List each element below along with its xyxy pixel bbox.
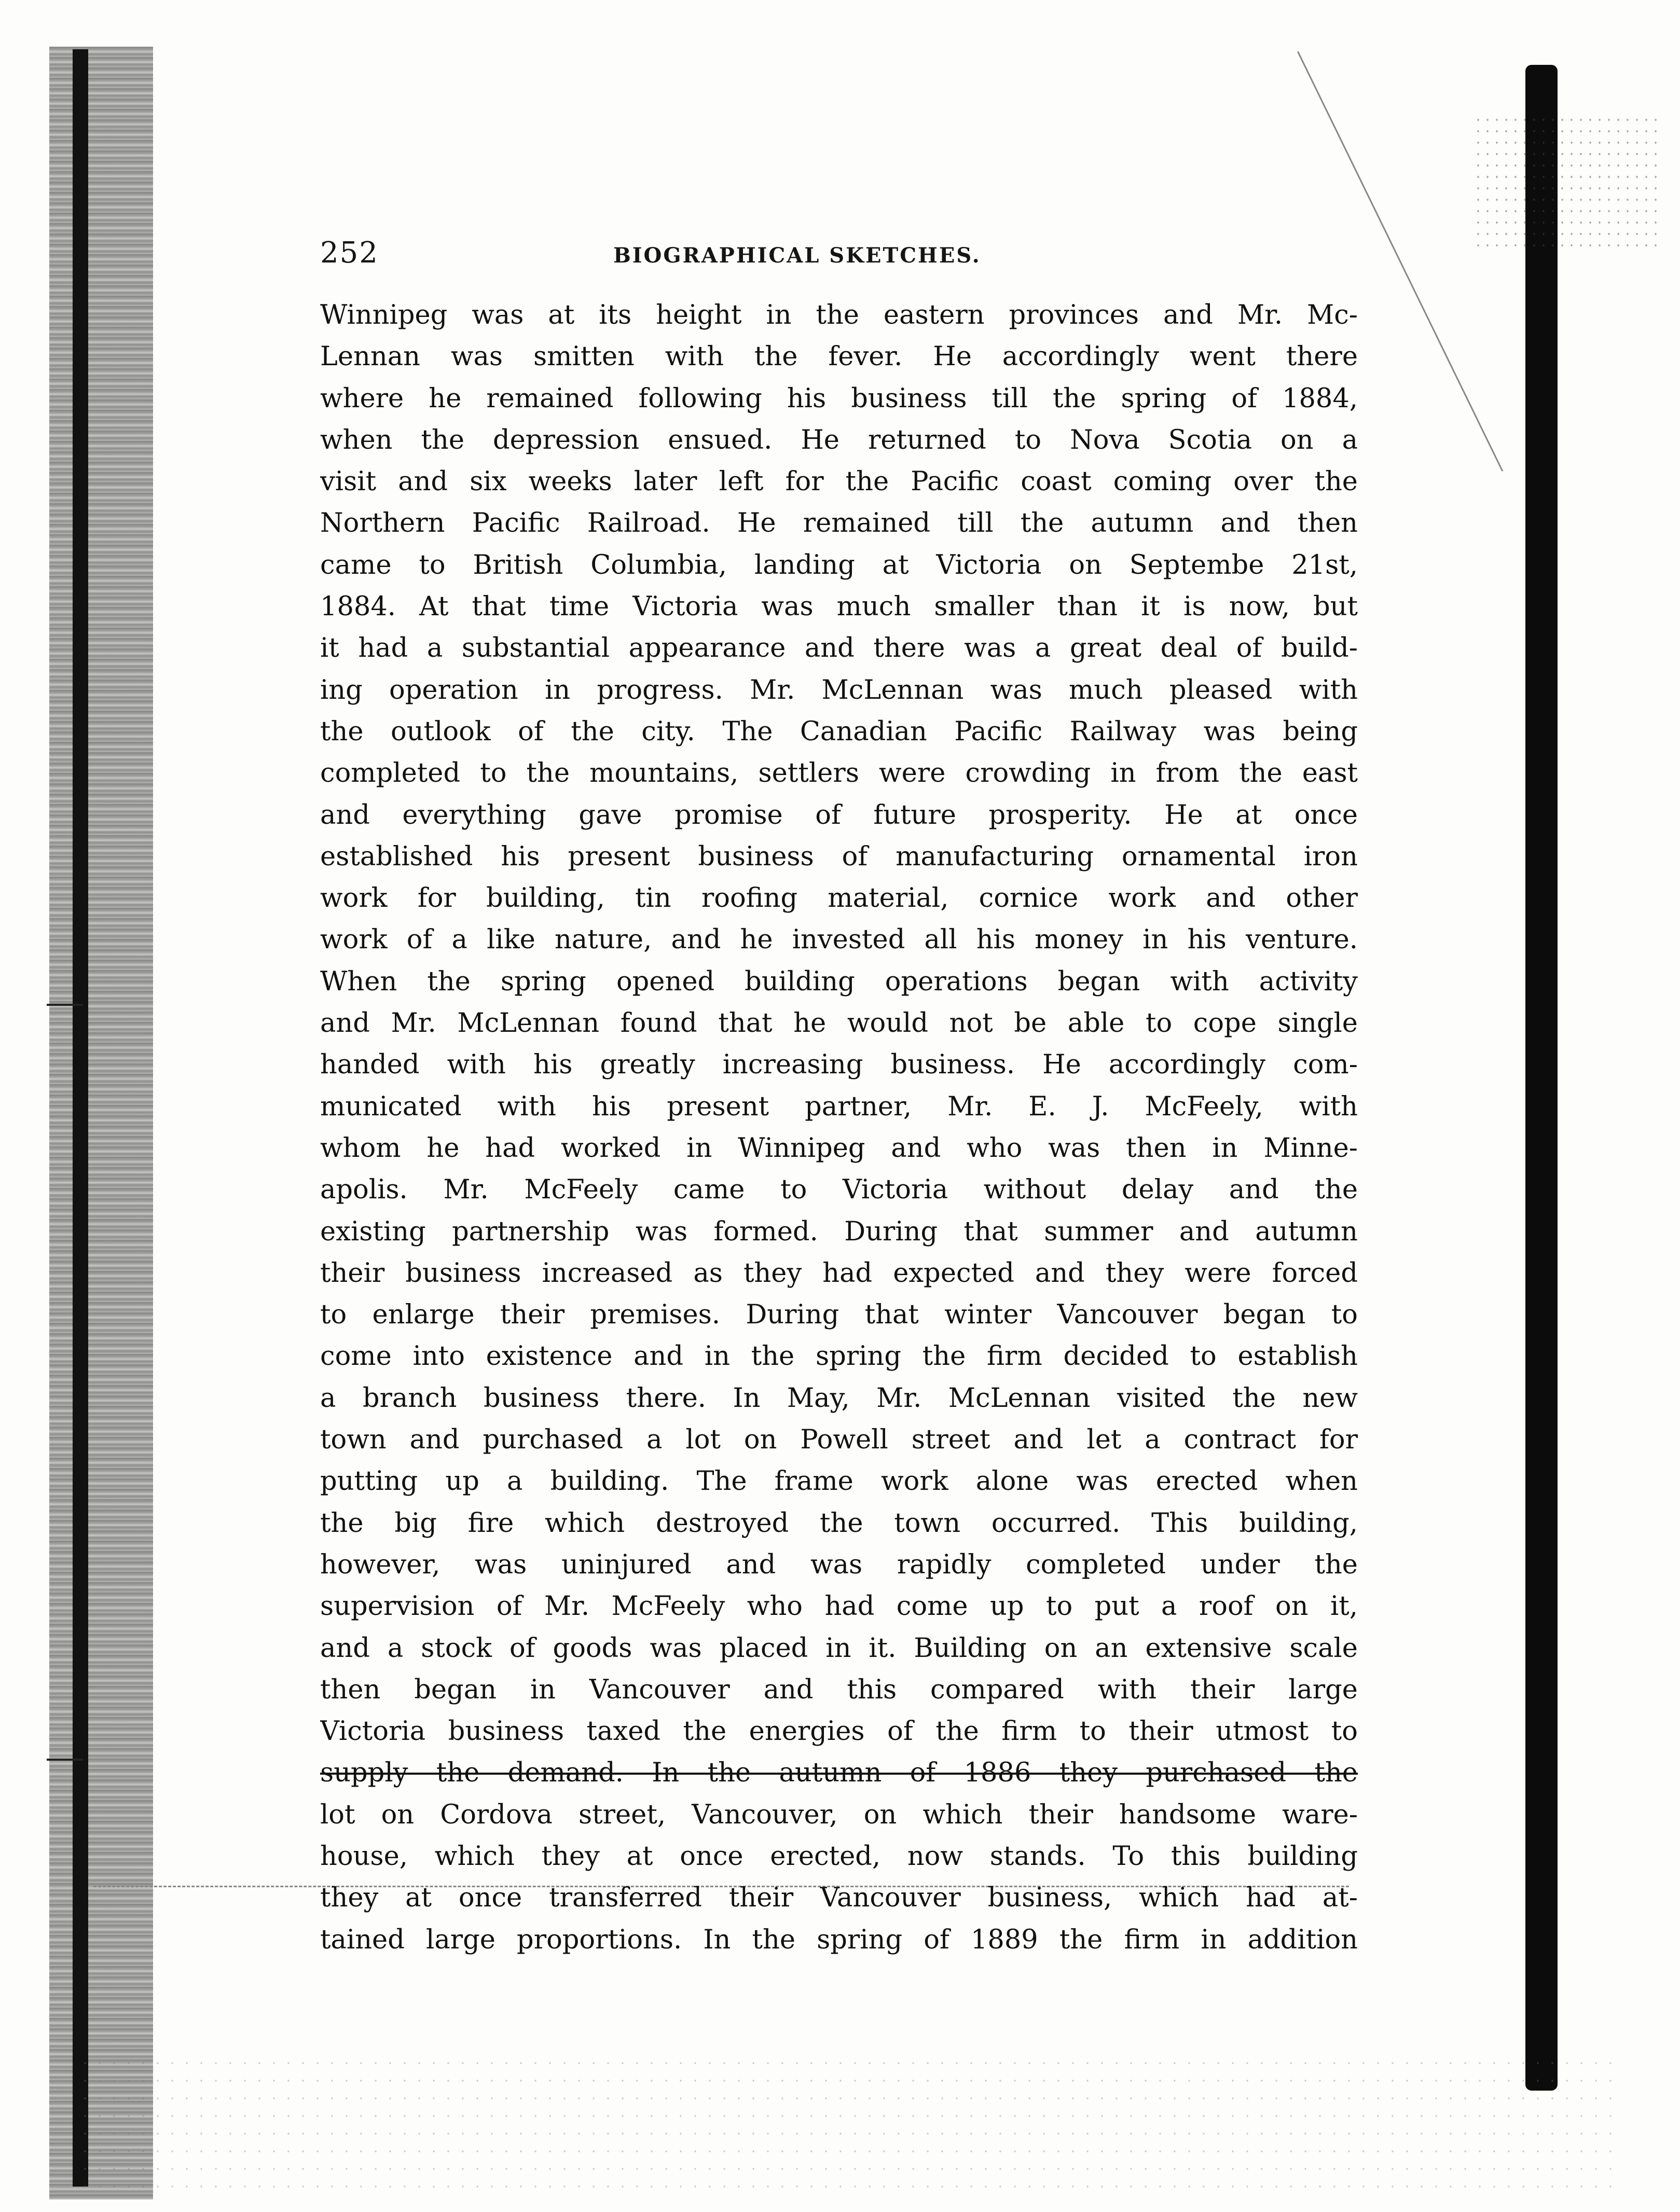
margin-mark <box>47 1004 83 1006</box>
text-line: town and purchased a lot on Powell street and let a contract for <box>320 1425 1358 1456</box>
text-line: came to British Columbia, landing at Victoria on Septembe 21st, <box>320 549 1358 580</box>
text-line: existing partnership was formed. During that summer and autumn <box>320 1216 1358 1247</box>
text-line: putting up a building. The frame work alone was erected when <box>320 1466 1358 1497</box>
text-line: handed with his greatly increasing business. He accordingly com- <box>320 1049 1358 1081</box>
page-header <box>320 236 1358 272</box>
text-line: work for building, tin roofing material, cornice work and other <box>320 883 1358 914</box>
text-line: visit and six weeks later left for the Pacific coast coming over the <box>320 466 1358 497</box>
text-line: then began in Vancouver and this compared with their large <box>320 1674 1358 1705</box>
text-line: to enlarge their premises. During that winter Vancouver began to <box>320 1299 1358 1331</box>
page-number: 252 <box>320 236 379 270</box>
text-line: apolis. Mr. McFeely came to Victoria without delay and the <box>320 1174 1358 1206</box>
text-line: supervision of Mr. McFeely who had come up to put a roof on it, <box>320 1591 1358 1622</box>
text-line: when the depression ensued. He returned to Nova Scotia on a <box>320 424 1358 455</box>
left-binding-edge <box>73 49 88 2187</box>
text-line: municated with his present partner, Mr. E. J. McFeely, with <box>320 1091 1358 1122</box>
text-line: they at once transferred their Vancouver business, which had at- <box>320 1883 1358 1914</box>
binding-shadow <box>49 47 153 2200</box>
scan-speckles <box>1474 114 1660 249</box>
text-line: however, was uninjured and was rapidly completed under the <box>320 1549 1358 1580</box>
text-line: whom he had worked in Winnipeg and who was then in Minne- <box>320 1132 1358 1164</box>
text-line-struck: supply the demand. In the autumn of 1886 they purchased the <box>320 1758 1358 1789</box>
text-line: 1884. At that time Victoria was much smaller than it is now, but <box>320 591 1358 623</box>
text-line: and Mr. McLennan found that he would not be able to cope single <box>320 1008 1358 1039</box>
margin-mark <box>47 1759 83 1761</box>
text-line: established his present business of manufacturing ornamental iron <box>320 841 1358 872</box>
text-line: work of a like nature, and he invested all his money in his venture. <box>320 924 1358 956</box>
text-line: Northern Pacific Railroad. He remained till the autumn and then <box>320 508 1358 539</box>
text-line: house, which they at once erected, now stands. To this building <box>320 1841 1358 1872</box>
scan-speckles-bottom <box>78 2054 1614 2189</box>
text-line: and everything gave promise of future prosperity. He at once <box>320 799 1358 831</box>
text-line: Lennan was smitten with the fever. He accordingly went there <box>320 341 1358 372</box>
text-line: a branch business there. In May, Mr. McLennan visited the new <box>320 1382 1358 1414</box>
body-text <box>320 295 1358 1961</box>
text-line: come into existence and in the spring the firm decided to establish <box>320 1341 1358 1372</box>
text-line: the big fire which destroyed the town occurred. This building, <box>320 1508 1358 1539</box>
text-line: and a stock of goods was placed in it. Building on an extensive scale <box>320 1633 1358 1664</box>
text-line: Victoria business taxed the energies of the firm to their utmost to <box>320 1716 1358 1747</box>
text-line: completed to the mountains, settlers were crowding in from the east <box>320 758 1358 789</box>
text-line: tained large proportions. In the spring of 1889 the firm in addition <box>320 1924 1358 1955</box>
text-line: lot on Cordova street, Vancouver, on which their handsome ware- <box>320 1799 1358 1830</box>
text-line: it had a substantial appearance and there was a great deal of build- <box>320 633 1358 664</box>
text-line: their business increased as they had expected and they were forced <box>320 1257 1358 1289</box>
text-line: When the spring opened building operations began with activity <box>320 966 1358 997</box>
text-line: Winnipeg was at its height in the eastern provinces and Mr. Mc- <box>320 300 1358 330</box>
text-line: where he remained following his business till the spring of 1884, <box>320 383 1358 414</box>
text-line: ing operation in progress. Mr. McLennan was much pleased with <box>320 674 1358 706</box>
running-head: BIOGRAPHICAL SKETCHES. <box>613 243 981 268</box>
right-page-edge <box>1525 65 1558 2091</box>
text-line: the outlook of the city. The Canadian Pacific Railway was being <box>320 716 1358 747</box>
